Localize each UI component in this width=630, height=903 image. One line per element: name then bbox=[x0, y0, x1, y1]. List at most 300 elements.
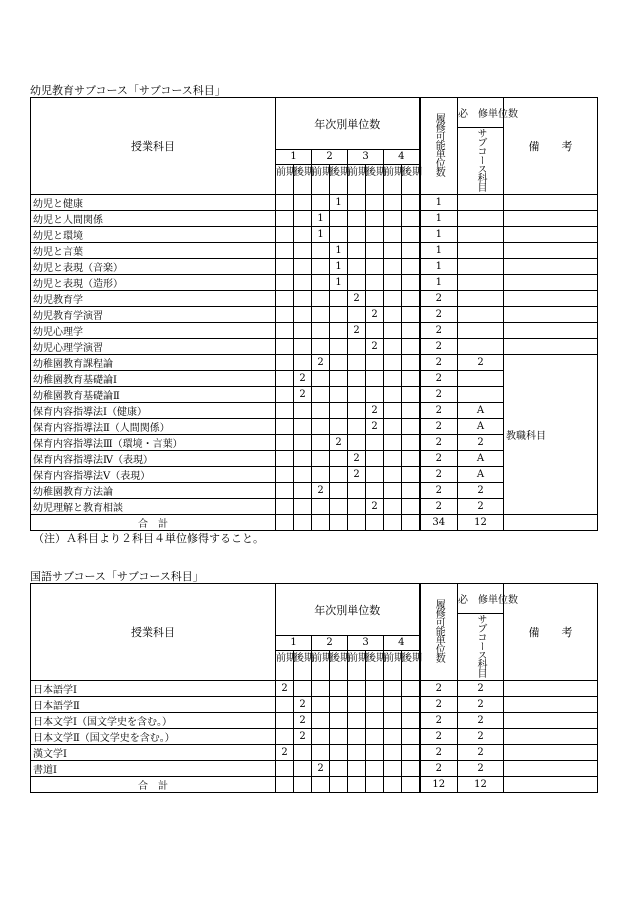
term-units bbox=[366, 291, 384, 307]
year-3-header: 3 bbox=[348, 150, 384, 164]
subject-name: 幼児と表現（造形） bbox=[31, 275, 276, 291]
term-first-header: 前期 bbox=[348, 650, 366, 680]
required-value: 2 bbox=[458, 729, 504, 745]
total-label: 合 計 bbox=[31, 777, 276, 793]
term-units bbox=[294, 323, 312, 339]
term-units bbox=[312, 681, 330, 697]
annual-units-header: 年次別単位数 bbox=[276, 584, 420, 636]
total-term-cell bbox=[402, 777, 420, 793]
term-units: 2 bbox=[366, 307, 384, 323]
term-units bbox=[348, 387, 366, 403]
term-units bbox=[294, 275, 312, 291]
term-units bbox=[402, 681, 420, 697]
credits-value: 2 bbox=[420, 745, 458, 761]
subcourse-header bbox=[458, 128, 504, 195]
required-value bbox=[458, 227, 504, 243]
remarks-header: 備 考 bbox=[504, 584, 598, 681]
term-units bbox=[294, 259, 312, 275]
remark-cell bbox=[504, 323, 598, 339]
subject-name: 幼稚園教育基礎論Ⅰ bbox=[31, 371, 276, 387]
term-units: 2 bbox=[366, 499, 384, 515]
credits-value: 2 bbox=[420, 339, 458, 355]
term-units: 2 bbox=[294, 371, 312, 387]
term-units bbox=[384, 371, 402, 387]
total-term-cell bbox=[384, 515, 402, 531]
term-units bbox=[276, 451, 294, 467]
term-units bbox=[366, 211, 384, 227]
credits-value: 2 bbox=[420, 499, 458, 515]
term-units bbox=[330, 403, 348, 419]
term-units bbox=[312, 275, 330, 291]
required-value: A bbox=[458, 451, 504, 467]
term-units bbox=[294, 745, 312, 761]
term-first-header: 前期 bbox=[312, 164, 330, 194]
term-units bbox=[402, 275, 420, 291]
term-units bbox=[330, 761, 348, 777]
required-value: A bbox=[458, 467, 504, 483]
required-value: 2 bbox=[458, 355, 504, 371]
subcourse-header-text: サブコース科目 bbox=[475, 128, 486, 191]
credits-header bbox=[420, 584, 458, 681]
required-value: 2 bbox=[458, 745, 504, 761]
remarks-header: 備 考 bbox=[504, 98, 598, 195]
term-units bbox=[384, 227, 402, 243]
term-units bbox=[276, 761, 294, 777]
term-units bbox=[348, 729, 366, 745]
term-units bbox=[276, 339, 294, 355]
subject-name: 幼児心理学演習 bbox=[31, 339, 276, 355]
required-value bbox=[458, 243, 504, 259]
subject-name: 書道Ⅰ bbox=[31, 761, 276, 777]
term-units bbox=[276, 291, 294, 307]
term-units bbox=[384, 697, 402, 713]
term-units bbox=[348, 713, 366, 729]
year-1-header: 1 bbox=[276, 636, 312, 650]
credits-value: 2 bbox=[420, 467, 458, 483]
total-remark-cell bbox=[504, 515, 598, 531]
remark-cell bbox=[504, 211, 598, 227]
term-units bbox=[294, 339, 312, 355]
term-second-header: 後期 bbox=[366, 650, 384, 680]
term-units bbox=[402, 291, 420, 307]
term-units: 2 bbox=[366, 403, 384, 419]
term-units bbox=[366, 681, 384, 697]
total-term-cell bbox=[366, 515, 384, 531]
term-units bbox=[402, 211, 420, 227]
subject-name: 日本文学Ⅱ（国文学史を含む。） bbox=[31, 729, 276, 745]
total-term-cell bbox=[330, 777, 348, 793]
term-units bbox=[330, 307, 348, 323]
term-units bbox=[276, 387, 294, 403]
term-first-header: 前期 bbox=[276, 164, 294, 194]
term-units bbox=[294, 227, 312, 243]
term-units bbox=[402, 195, 420, 211]
term-units bbox=[366, 713, 384, 729]
remark-cell bbox=[504, 243, 598, 259]
total-term-cell bbox=[348, 515, 366, 531]
term-units: 2 bbox=[312, 355, 330, 371]
term-units bbox=[348, 227, 366, 243]
subject-name: 漢文学Ⅰ bbox=[31, 745, 276, 761]
term-units bbox=[402, 499, 420, 515]
subject-name: 幼児理解と教育相談 bbox=[31, 499, 276, 515]
term-units bbox=[312, 499, 330, 515]
term-units bbox=[402, 745, 420, 761]
term-units: 2 bbox=[312, 761, 330, 777]
section-title-early-childhood: 幼児教育サブコース「サブコース科目」 bbox=[30, 84, 226, 97]
term-units: 2 bbox=[366, 419, 384, 435]
term-units: 2 bbox=[366, 339, 384, 355]
term-units bbox=[348, 211, 366, 227]
subcourse-header-text: サブコース科目 bbox=[475, 614, 486, 677]
term-units bbox=[330, 499, 348, 515]
subject-name: 保育内容指導法Ⅱ（人間関係） bbox=[31, 419, 276, 435]
term-units bbox=[348, 435, 366, 451]
term-first-header: 前期 bbox=[384, 164, 402, 194]
term-units bbox=[312, 729, 330, 745]
term-units: 2 bbox=[294, 387, 312, 403]
term-units bbox=[294, 243, 312, 259]
credits-value: 2 bbox=[420, 681, 458, 697]
subject-name: 幼児と言葉 bbox=[31, 243, 276, 259]
total-label: 合 計 bbox=[31, 515, 276, 531]
term-units bbox=[384, 211, 402, 227]
credits-value: 2 bbox=[420, 419, 458, 435]
required-value: 2 bbox=[458, 761, 504, 777]
required-value bbox=[458, 291, 504, 307]
term-units bbox=[366, 729, 384, 745]
subject-name: 幼児と表現（音楽） bbox=[31, 259, 276, 275]
term-units bbox=[294, 435, 312, 451]
term-units: 1 bbox=[330, 243, 348, 259]
term-units bbox=[330, 355, 348, 371]
term-units bbox=[276, 729, 294, 745]
remark-cell bbox=[504, 745, 598, 761]
term-units bbox=[294, 761, 312, 777]
credits-value: 1 bbox=[420, 259, 458, 275]
credits-value: 2 bbox=[420, 355, 458, 371]
term-units bbox=[384, 499, 402, 515]
term-units bbox=[366, 195, 384, 211]
term-units bbox=[402, 403, 420, 419]
total-term-cell bbox=[330, 515, 348, 531]
term-units bbox=[366, 387, 384, 403]
remark-cell bbox=[504, 307, 598, 323]
term-units bbox=[366, 275, 384, 291]
term-units bbox=[402, 697, 420, 713]
term-second-header: 後期 bbox=[402, 164, 420, 194]
term-units bbox=[312, 467, 330, 483]
remark-cell bbox=[504, 713, 598, 729]
term-units bbox=[384, 435, 402, 451]
required-value: 2 bbox=[458, 697, 504, 713]
term-first-header: 前期 bbox=[384, 650, 402, 680]
term-units bbox=[384, 275, 402, 291]
term-units bbox=[348, 483, 366, 499]
term-units bbox=[330, 451, 348, 467]
term-units bbox=[402, 435, 420, 451]
total-term-cell bbox=[294, 515, 312, 531]
term-units: 2 bbox=[348, 323, 366, 339]
total-term-cell bbox=[276, 515, 294, 531]
term-second-header: 後期 bbox=[294, 164, 312, 194]
term-units bbox=[384, 243, 402, 259]
credits-value: 2 bbox=[420, 403, 458, 419]
required-value bbox=[458, 275, 504, 291]
credits-value: 2 bbox=[420, 307, 458, 323]
term-units bbox=[348, 275, 366, 291]
required-value: 2 bbox=[458, 713, 504, 729]
subject-name: 幼児と健康 bbox=[31, 195, 276, 211]
term-units bbox=[276, 243, 294, 259]
year-4-header: 4 bbox=[384, 636, 420, 650]
total-credits: 34 bbox=[420, 515, 458, 531]
subject-header: 授業科目 bbox=[31, 584, 276, 681]
required-value: 2 bbox=[458, 483, 504, 499]
term-units bbox=[294, 483, 312, 499]
remark-cell bbox=[504, 291, 598, 307]
term-units bbox=[384, 419, 402, 435]
term-units: 1 bbox=[330, 259, 348, 275]
term-units bbox=[366, 227, 384, 243]
term-units bbox=[366, 435, 384, 451]
term-first-header: 前期 bbox=[348, 164, 366, 194]
total-term-cell bbox=[402, 515, 420, 531]
term-units bbox=[330, 745, 348, 761]
term-units bbox=[312, 713, 330, 729]
credits-value: 1 bbox=[420, 227, 458, 243]
term-units bbox=[384, 451, 402, 467]
term-units bbox=[402, 483, 420, 499]
term-units bbox=[312, 697, 330, 713]
term-units bbox=[384, 467, 402, 483]
term-units bbox=[384, 729, 402, 745]
term-units bbox=[348, 419, 366, 435]
credits-value: 2 bbox=[420, 387, 458, 403]
term-units bbox=[330, 291, 348, 307]
credits-value: 2 bbox=[420, 435, 458, 451]
term-units bbox=[348, 339, 366, 355]
term-units bbox=[330, 697, 348, 713]
total-term-cell bbox=[276, 777, 294, 793]
term-units bbox=[330, 227, 348, 243]
credits-header-text: 履修可能単位数 bbox=[433, 113, 445, 176]
term-units bbox=[294, 211, 312, 227]
term-units bbox=[402, 307, 420, 323]
term-units bbox=[312, 419, 330, 435]
term-units bbox=[312, 323, 330, 339]
term-units bbox=[294, 499, 312, 515]
term-units bbox=[312, 195, 330, 211]
term-units bbox=[384, 745, 402, 761]
subject-name: 日本文学Ⅰ（国文学史を含む。） bbox=[31, 713, 276, 729]
subject-name: 幼児心理学 bbox=[31, 323, 276, 339]
required-value bbox=[458, 339, 504, 355]
subject-name: 保育内容指導法Ⅲ（環境・言葉） bbox=[31, 435, 276, 451]
term-units bbox=[384, 323, 402, 339]
term-units bbox=[276, 713, 294, 729]
subject-name: 幼児と人間関係 bbox=[31, 211, 276, 227]
year-1-header: 1 bbox=[276, 150, 312, 164]
subject-name: 幼児と環境 bbox=[31, 227, 276, 243]
term-units bbox=[276, 227, 294, 243]
table-japanese bbox=[30, 583, 598, 793]
required-value bbox=[458, 211, 504, 227]
remark-cell bbox=[504, 697, 598, 713]
term-units bbox=[384, 195, 402, 211]
term-units bbox=[276, 211, 294, 227]
term-units bbox=[276, 355, 294, 371]
term-first-header: 前期 bbox=[312, 650, 330, 680]
required-value bbox=[458, 371, 504, 387]
term-units bbox=[312, 339, 330, 355]
term-units bbox=[402, 243, 420, 259]
subject-header: 授業科目 bbox=[31, 98, 276, 195]
year-2-header: 2 bbox=[312, 150, 348, 164]
term-units bbox=[276, 499, 294, 515]
credits-value: 1 bbox=[420, 195, 458, 211]
term-units bbox=[312, 451, 330, 467]
term-units: 2 bbox=[294, 729, 312, 745]
term-units: 2 bbox=[348, 467, 366, 483]
term-units bbox=[366, 451, 384, 467]
remark-teacher-subject: 教職科目 bbox=[504, 355, 598, 515]
term-units bbox=[276, 371, 294, 387]
term-units bbox=[276, 467, 294, 483]
subject-name: 幼児教育学演習 bbox=[31, 307, 276, 323]
term-units bbox=[348, 307, 366, 323]
term-units bbox=[402, 467, 420, 483]
term-units bbox=[330, 211, 348, 227]
total-term-cell bbox=[312, 777, 330, 793]
credits-value: 1 bbox=[420, 211, 458, 227]
term-units bbox=[384, 483, 402, 499]
term-units bbox=[294, 307, 312, 323]
term-units bbox=[330, 419, 348, 435]
remark-cell bbox=[504, 681, 598, 697]
term-units bbox=[294, 403, 312, 419]
subject-name: 幼稚園教育課程論 bbox=[31, 355, 276, 371]
term-units bbox=[402, 371, 420, 387]
total-term-cell bbox=[348, 777, 366, 793]
term-units bbox=[366, 745, 384, 761]
term-units bbox=[348, 745, 366, 761]
total-required: 12 bbox=[458, 515, 504, 531]
subject-name: 保育内容指導法Ⅳ（表現） bbox=[31, 451, 276, 467]
term-units bbox=[402, 323, 420, 339]
required-value bbox=[458, 387, 504, 403]
term-units bbox=[348, 243, 366, 259]
term-units bbox=[294, 355, 312, 371]
term-units bbox=[330, 729, 348, 745]
term-units bbox=[348, 259, 366, 275]
term-units bbox=[402, 713, 420, 729]
credits-value: 2 bbox=[420, 291, 458, 307]
term-units bbox=[384, 403, 402, 419]
term-units bbox=[312, 387, 330, 403]
term-units bbox=[276, 697, 294, 713]
term-units bbox=[348, 761, 366, 777]
term-second-header: 後期 bbox=[330, 164, 348, 194]
term-units bbox=[312, 259, 330, 275]
term-units bbox=[366, 243, 384, 259]
required-value: 2 bbox=[458, 435, 504, 451]
credits-value: 2 bbox=[420, 729, 458, 745]
term-second-header: 後期 bbox=[330, 650, 348, 680]
term-units bbox=[384, 761, 402, 777]
total-remark-cell bbox=[504, 777, 598, 793]
term-units bbox=[312, 403, 330, 419]
term-units bbox=[402, 387, 420, 403]
table-note: （注）Ａ科目より２科目４単位修得すること。 bbox=[33, 532, 264, 545]
term-units bbox=[384, 681, 402, 697]
term-units bbox=[348, 355, 366, 371]
term-units bbox=[402, 227, 420, 243]
term-units: 2 bbox=[312, 483, 330, 499]
term-units bbox=[384, 259, 402, 275]
annual-units-header: 年次別単位数 bbox=[276, 98, 420, 150]
credits-value: 2 bbox=[420, 323, 458, 339]
required-value: A bbox=[458, 403, 504, 419]
subcourse-header bbox=[458, 614, 504, 681]
term-units bbox=[276, 259, 294, 275]
term-units bbox=[276, 275, 294, 291]
term-units bbox=[276, 323, 294, 339]
term-units bbox=[276, 307, 294, 323]
remark-cell bbox=[504, 259, 598, 275]
term-units bbox=[312, 291, 330, 307]
credits-value: 2 bbox=[420, 697, 458, 713]
year-3-header: 3 bbox=[348, 636, 384, 650]
term-units: 2 bbox=[276, 745, 294, 761]
subject-name: 日本語学Ⅱ bbox=[31, 697, 276, 713]
term-units bbox=[366, 355, 384, 371]
term-units bbox=[402, 259, 420, 275]
required-value bbox=[458, 259, 504, 275]
term-second-header: 後期 bbox=[294, 650, 312, 680]
term-units: 1 bbox=[330, 275, 348, 291]
term-units bbox=[294, 467, 312, 483]
subject-name: 幼稚園教育方法論 bbox=[31, 483, 276, 499]
term-units bbox=[276, 435, 294, 451]
subject-name: 幼児教育学 bbox=[31, 291, 276, 307]
remark-cell bbox=[504, 227, 598, 243]
total-term-cell bbox=[294, 777, 312, 793]
term-units bbox=[312, 745, 330, 761]
term-units bbox=[330, 713, 348, 729]
credits-value: 2 bbox=[420, 483, 458, 499]
required-header: 必 修単位数 bbox=[458, 584, 504, 614]
term-units bbox=[384, 339, 402, 355]
term-units bbox=[348, 195, 366, 211]
year-4-header: 4 bbox=[384, 150, 420, 164]
term-units bbox=[312, 371, 330, 387]
remark-cell bbox=[504, 195, 598, 211]
required-value: A bbox=[458, 419, 504, 435]
term-units bbox=[348, 697, 366, 713]
total-term-cell bbox=[366, 777, 384, 793]
term-units bbox=[294, 451, 312, 467]
term-second-header: 後期 bbox=[366, 164, 384, 194]
required-value: 2 bbox=[458, 499, 504, 515]
term-units bbox=[294, 195, 312, 211]
section-title-japanese: 国語サブコース「サブコース科目」 bbox=[30, 570, 204, 583]
year-2-header: 2 bbox=[312, 636, 348, 650]
remark-cell bbox=[504, 729, 598, 745]
term-units bbox=[366, 323, 384, 339]
term-units bbox=[348, 403, 366, 419]
credits-value: 2 bbox=[420, 761, 458, 777]
